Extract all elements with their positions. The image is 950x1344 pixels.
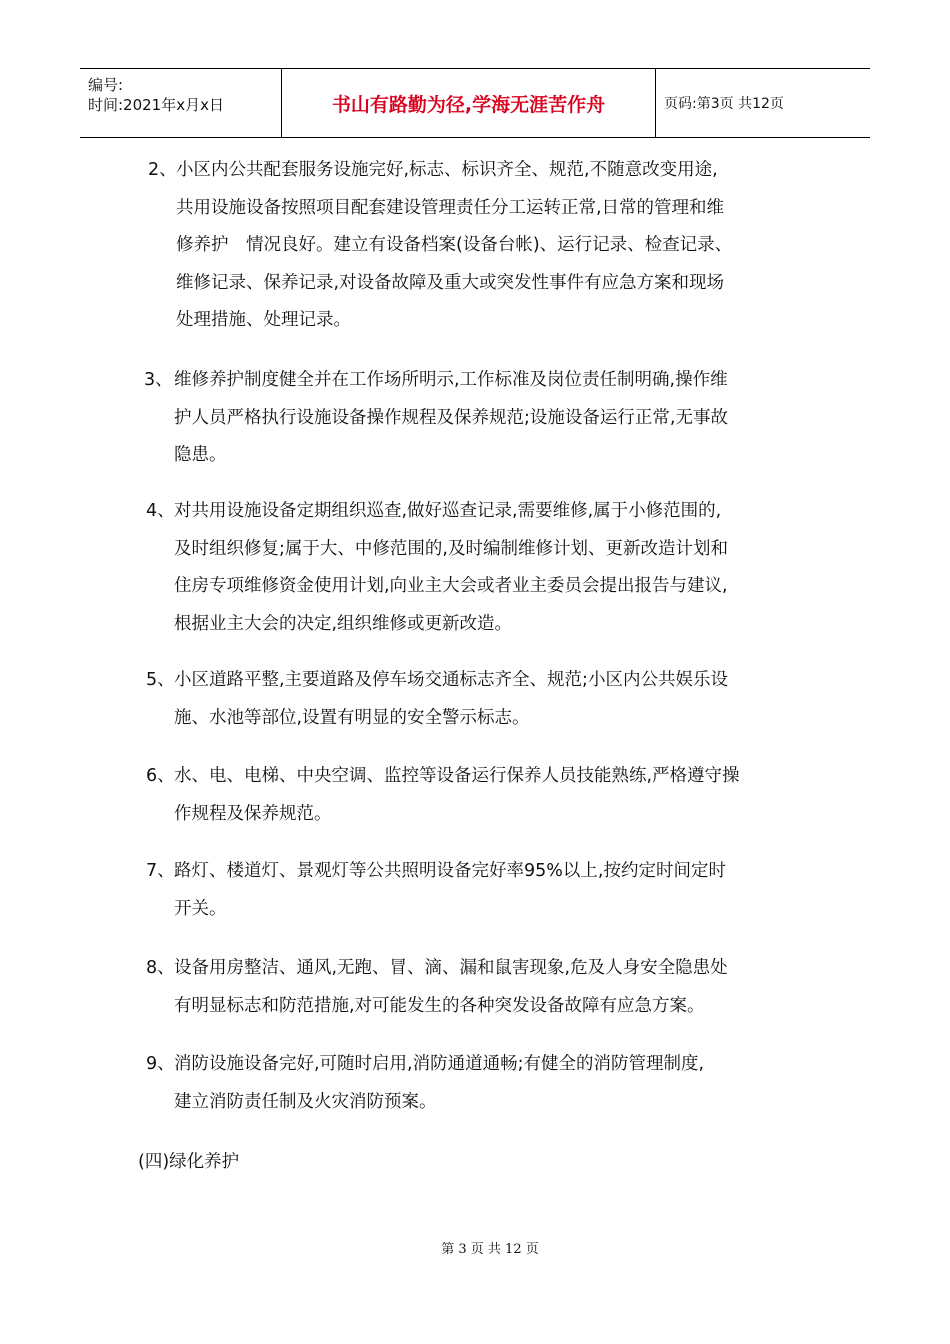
section-heading: (四)绿化养护	[138, 1152, 240, 1172]
item-number: 4、	[146, 501, 175, 521]
item-text-line: 开关。	[174, 898, 227, 919]
item-text-line: 共用设施设备按照项目配套建设管理责任分工运转正常,日常的管理和维	[176, 197, 725, 218]
item-text-line: 维修养护制度健全并在工作场所明示,工作标准及岗位责任制明确,操作维	[174, 370, 728, 390]
item-text-line: 处理措施、处理记录。	[176, 310, 351, 330]
list-item	[144, 362, 728, 475]
item-text-line: 维修记录、保养记录,对设备故障及重大或突发性事件有应急方案和现场	[176, 272, 725, 293]
item-text-line: 施、水池等部位,设置有明显的安全警示标志。	[174, 707, 530, 728]
item-text-line: 对共用设施设备定期组织巡查,做好巡查记录,需要维修,属于小修范围的,	[174, 501, 722, 521]
header-meta	[80, 69, 282, 137]
item-text-line: 水、电、电梯、中央空调、监控等设备运行保养人员技能熟练,严格遵守操	[174, 766, 740, 786]
list-item	[146, 1046, 704, 1121]
header-motto: 书山有路勤为径,学海无涯苦作舟	[282, 69, 656, 137]
item-number: 7、	[146, 861, 175, 881]
list-item	[146, 493, 728, 643]
item-text-line: 作规程及保养规范。	[174, 803, 332, 824]
item-text-line: 路灯、楼道灯、景观灯等公共照明设备完好率95%以上,按约定时间定时	[174, 861, 726, 881]
item-text-line: 小区道路平整,主要道路及停车场交通标志齐全、规范;小区内公共娱乐设	[174, 670, 728, 690]
item-number: 8、	[146, 958, 175, 978]
item-text-line: 修养护 情况良好。建立有设备档案(设备台帐)、运行记录、检查记录、	[176, 235, 733, 255]
header-page-info: 页码:第3页 共12页	[664, 96, 784, 112]
item-number: 2、	[148, 160, 177, 180]
page-header	[80, 68, 870, 138]
item-text-line: 及时组织修复;属于大、中修范围的,及时编制维修计划、更新改造计划和	[174, 538, 728, 559]
item-number: 9、	[146, 1054, 175, 1074]
item-number: 6、	[146, 766, 175, 786]
page-footer: 第 3 页 共 12 页	[441, 1242, 539, 1257]
item-number: 5、	[146, 670, 175, 690]
list-item	[146, 853, 726, 928]
item-text-line: 护人员严格执行设施设备操作规程及保养规范;设施设备运行正常,无事故	[174, 407, 728, 428]
item-text-line: 小区内公共配套服务设施完好,标志、标识齐全、规范,不随意改变用途,	[176, 160, 718, 180]
item-text-line: 隐患。	[174, 445, 227, 465]
item-text-line: 有明显标志和防范措施,对可能发生的各种突发设备故障有应急方案。	[174, 995, 705, 1016]
item-number: 3、	[144, 370, 173, 390]
document-number-label: 编号:	[88, 76, 124, 94]
item-text-line: 设备用房整洁、通风,无跑、冒、滴、漏和鼠害现象,危及人身安全隐患处	[174, 958, 728, 978]
list-item	[146, 758, 740, 833]
list-item	[146, 662, 728, 737]
document-date-label: 时间:2021年x月x日	[88, 96, 224, 114]
item-text-line: 根据业主大会的决定,组织维修或更新改造。	[174, 613, 513, 634]
item-text-line: 住房专项维修资金使用计划,向业主大会或者业主委员会提出报告与建议,	[174, 576, 728, 596]
item-text-line: 消防设施设备完好,可随时启用,消防通道通畅;有健全的消防管理制度,	[174, 1054, 705, 1074]
item-text-line: 建立消防责任制及火灾消防预案。	[174, 1091, 437, 1112]
list-item	[148, 152, 732, 340]
list-item	[146, 950, 728, 1025]
